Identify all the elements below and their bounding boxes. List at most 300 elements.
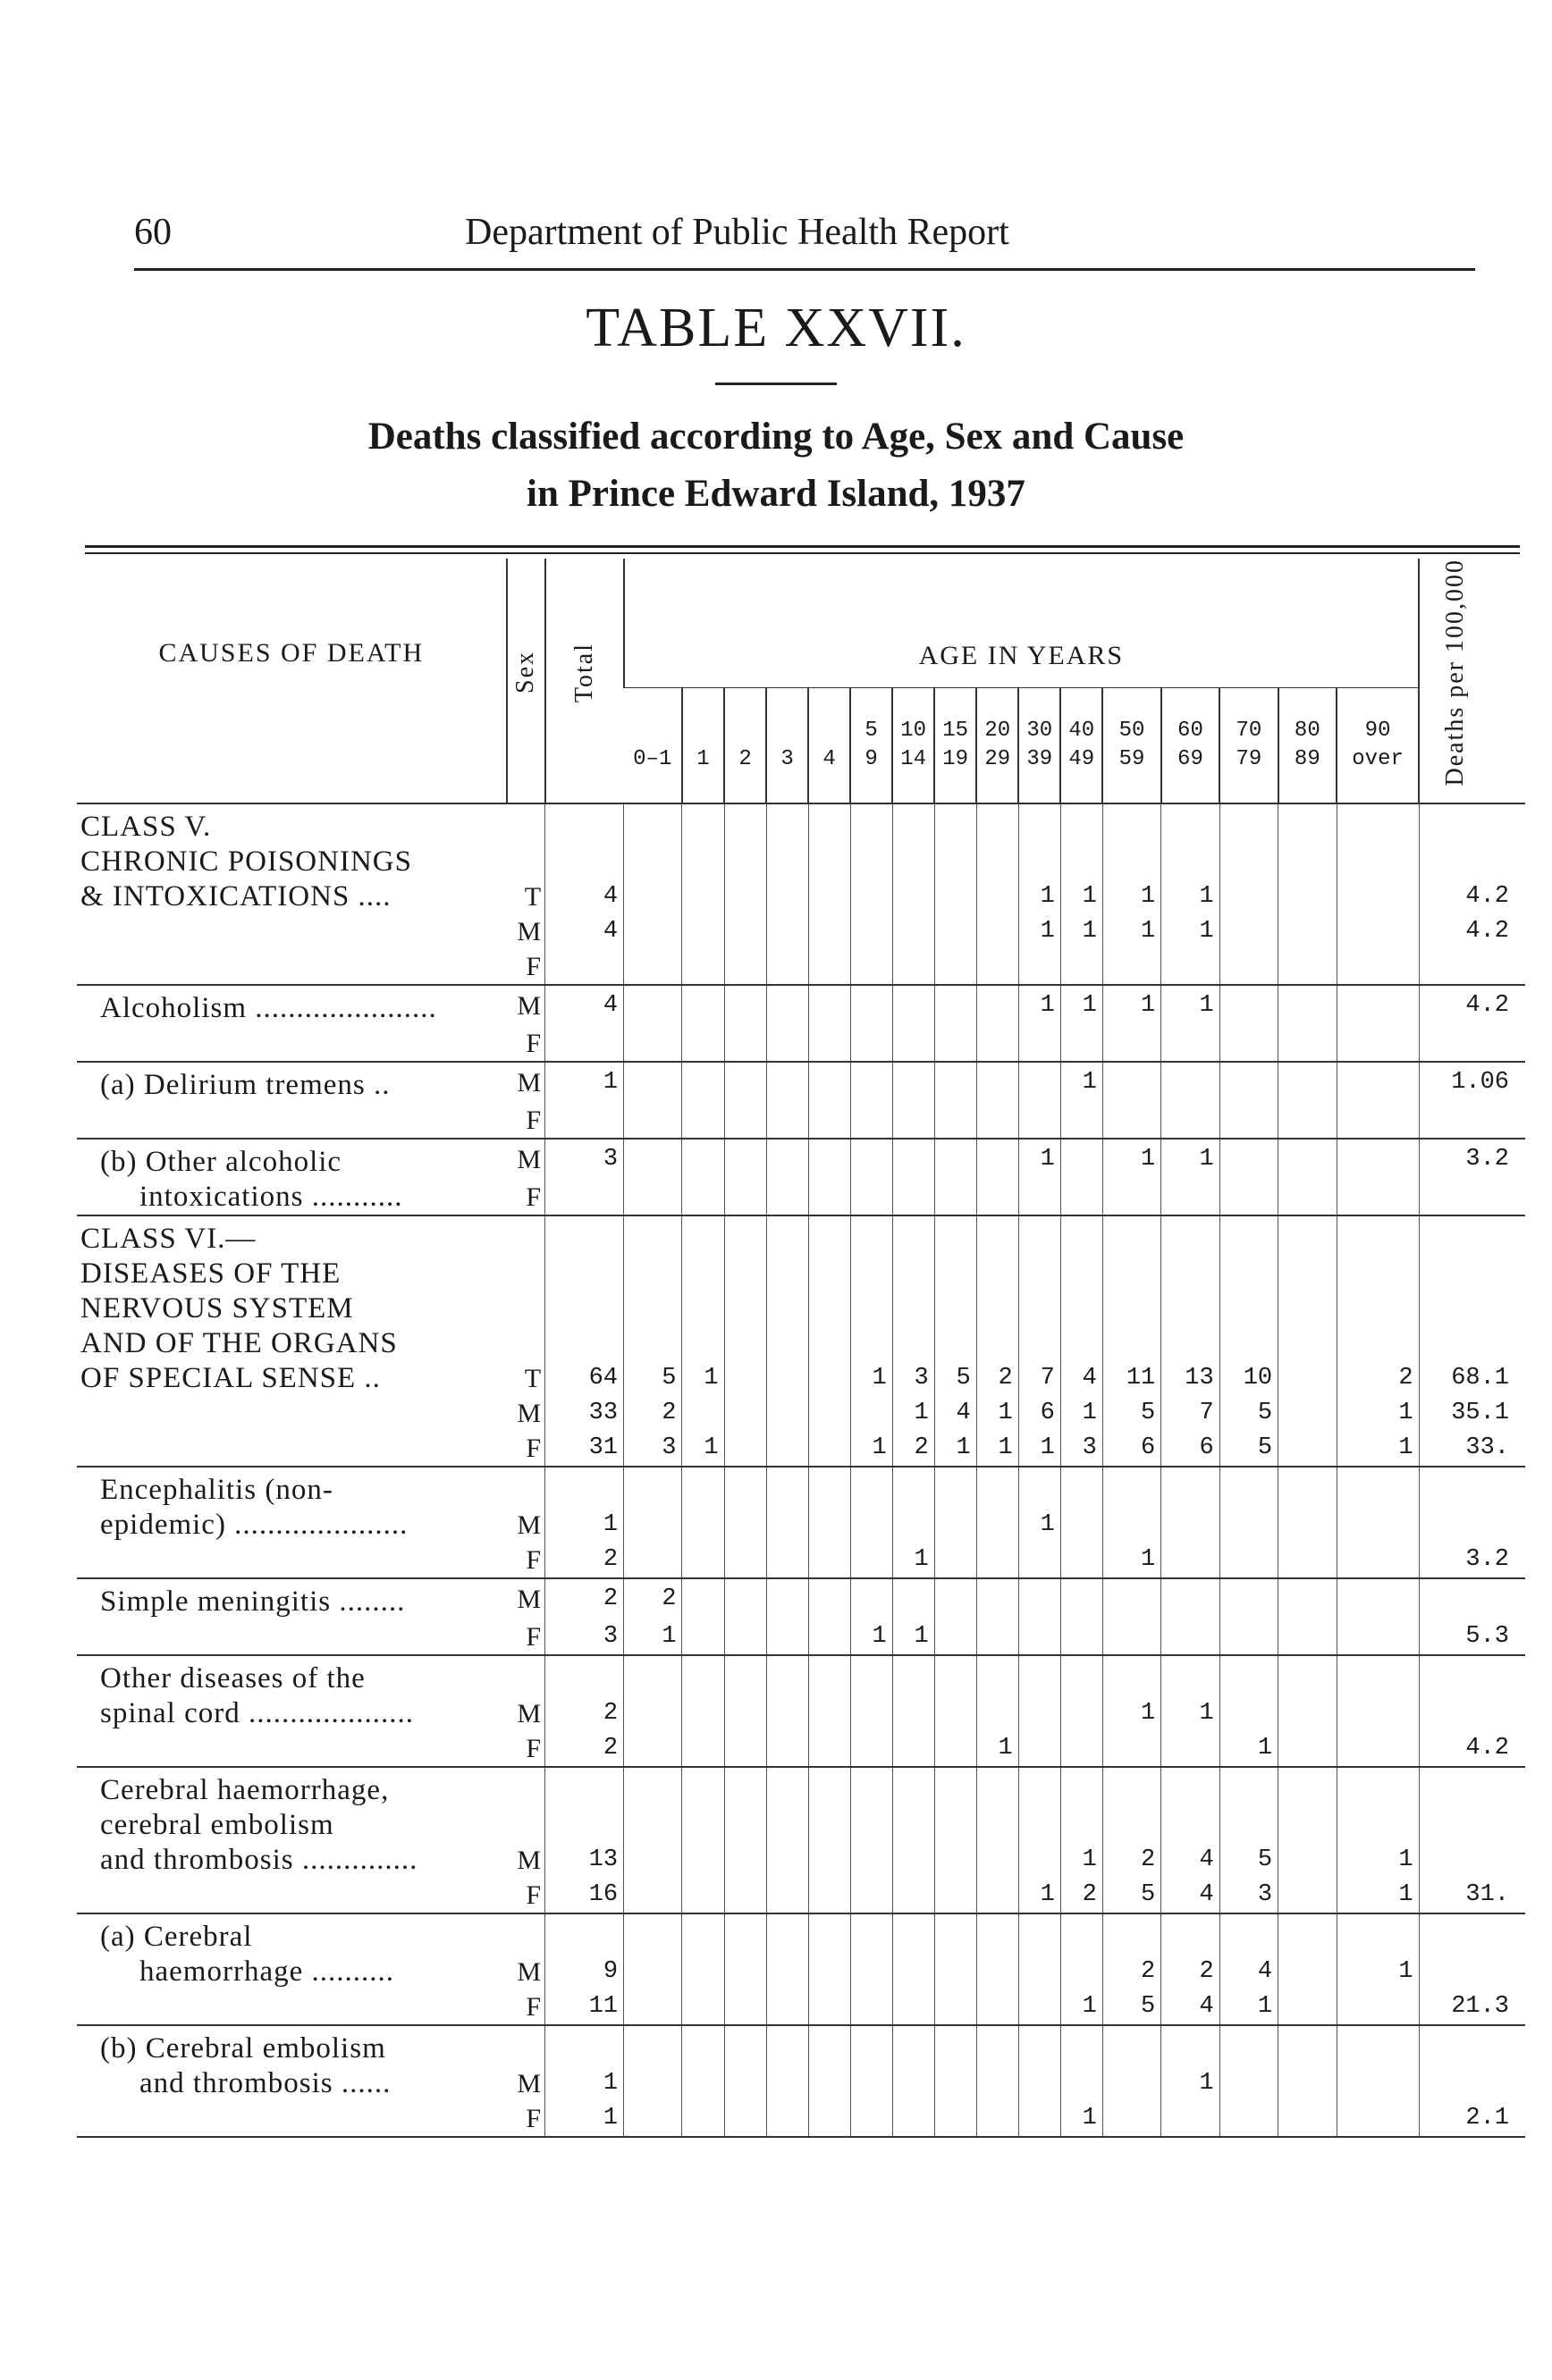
age-cell: 7 xyxy=(1161,1396,1219,1431)
age-cell xyxy=(976,1062,1018,1103)
age-cell xyxy=(1018,1215,1060,1257)
rate-cell xyxy=(1419,1508,1525,1543)
running-header xyxy=(134,211,1475,265)
age-cell xyxy=(1060,1326,1102,1361)
age-cell: 5 xyxy=(1219,1396,1278,1431)
age-cell xyxy=(892,879,934,914)
age-cell xyxy=(1337,1619,1419,1655)
age-cell xyxy=(1219,803,1278,845)
age-cell: 6 xyxy=(1161,1431,1219,1467)
age-cell xyxy=(1278,1180,1337,1215)
age-column-header xyxy=(808,687,850,803)
age-cell: 7 xyxy=(1018,1361,1060,1396)
age-cell xyxy=(1337,1291,1419,1326)
age-column-to: 9 xyxy=(865,746,878,771)
age-cell xyxy=(934,1808,976,1843)
age-cell xyxy=(624,1467,682,1508)
rate-cell: 1.06 xyxy=(1419,1062,1525,1103)
table-row xyxy=(77,1767,1525,1808)
age-cell xyxy=(1161,1026,1219,1062)
table-row xyxy=(77,1062,1525,1103)
age-cell xyxy=(682,914,724,949)
age-cell xyxy=(1018,1291,1060,1326)
age-cell xyxy=(1278,1578,1337,1619)
table-row xyxy=(77,879,1525,914)
age-cell xyxy=(934,985,976,1026)
age-cell xyxy=(724,1139,766,1180)
total-cell: 3 xyxy=(545,1139,624,1180)
sex-cell: M xyxy=(517,1510,542,1540)
table-row xyxy=(77,1361,1525,1396)
age-cell xyxy=(808,1767,850,1808)
age-cell xyxy=(934,2025,976,2066)
age-cell xyxy=(1060,2066,1102,2101)
age-cell xyxy=(1161,2025,1219,2066)
age-cell xyxy=(808,1431,850,1467)
sex-cell: M xyxy=(517,916,542,946)
total-cell: 33 xyxy=(545,1396,624,1431)
age-cell xyxy=(682,1062,724,1103)
age-cell xyxy=(808,1989,850,2025)
age-cell: 2 xyxy=(1102,1843,1160,1878)
age-cell xyxy=(682,949,724,985)
age-cell xyxy=(682,1696,724,1731)
age-cell xyxy=(1018,845,1060,879)
sex-cell: F xyxy=(526,1028,542,1058)
age-cell xyxy=(808,2025,850,2066)
table-subtitle-line-2: in Prince Edward Island, 1937 xyxy=(527,473,1025,515)
age-cell xyxy=(934,1767,976,1808)
cause-name xyxy=(77,1396,507,1431)
sex-cell: M xyxy=(517,2068,542,2098)
age-cell xyxy=(892,1326,934,1361)
table-row xyxy=(77,1467,1525,1508)
age-cell xyxy=(1278,2025,1337,2066)
age-cell: 1 xyxy=(976,1731,1018,1767)
age-cell xyxy=(1018,1655,1060,1696)
age-cell xyxy=(624,1989,682,2025)
age-cell xyxy=(850,1955,892,1989)
age-cell xyxy=(808,1180,850,1215)
rate-cell xyxy=(1419,1326,1525,1361)
age-cell xyxy=(624,1731,682,1767)
sex-cell xyxy=(507,1767,545,1808)
age-column-to: 3 xyxy=(780,746,794,771)
age-cell: 6 xyxy=(1018,1396,1060,1431)
age-cell xyxy=(1018,1696,1060,1731)
age-cell xyxy=(1102,1062,1160,1103)
age-cell xyxy=(1060,1508,1102,1543)
age-cell xyxy=(850,879,892,914)
age-cell xyxy=(724,879,766,914)
age-cell xyxy=(1060,1955,1102,1989)
age-group-header: AGE IN YEARS xyxy=(624,559,1420,687)
age-cell xyxy=(1018,1467,1060,1508)
age-cell: 2 xyxy=(1060,1878,1102,1913)
sex-cell: F xyxy=(526,1544,542,1575)
age-cell: 2 xyxy=(976,1361,1018,1396)
table-header xyxy=(77,559,1525,803)
rate-cell: 3.2 xyxy=(1419,1543,1525,1578)
rate-cell xyxy=(1419,1767,1525,1808)
age-cell xyxy=(934,2101,976,2137)
age-cell xyxy=(1060,1808,1102,1843)
age-cell xyxy=(624,1655,682,1696)
age-cell: 1 xyxy=(1018,985,1060,1026)
total-cell xyxy=(545,1103,624,1139)
age-cell xyxy=(1161,1103,1219,1139)
age-cell xyxy=(1219,1215,1278,1257)
table-row xyxy=(77,1619,1525,1655)
age-cell xyxy=(1219,985,1278,1026)
age-column-to: 14 xyxy=(900,746,927,771)
age-cell xyxy=(766,1467,808,1508)
cause-name xyxy=(77,1103,507,1139)
age-cell xyxy=(1278,949,1337,985)
age-cell xyxy=(808,1326,850,1361)
rate-cell xyxy=(1419,803,1525,845)
age-cell xyxy=(724,1655,766,1696)
age-cell xyxy=(1219,1655,1278,1696)
sex-cell: F xyxy=(526,1182,542,1212)
age-cell: 1 xyxy=(1161,1139,1219,1180)
age-cell xyxy=(808,1619,850,1655)
age-cell xyxy=(724,1767,766,1808)
age-cell xyxy=(934,1291,976,1326)
age-cell xyxy=(1278,1543,1337,1578)
age-cell xyxy=(682,1257,724,1291)
age-cell xyxy=(1102,803,1160,845)
title-rule xyxy=(715,383,837,385)
age-cell xyxy=(976,2066,1018,2101)
age-cell xyxy=(766,1431,808,1467)
age-cell: 1 xyxy=(1219,1731,1278,1767)
age-cell xyxy=(976,1180,1018,1215)
total-cell xyxy=(545,949,624,985)
age-cell xyxy=(1337,1543,1419,1578)
age-cell xyxy=(682,2025,724,2066)
sex-cell: T xyxy=(524,881,542,912)
age-cell xyxy=(624,803,682,845)
cause-name: haemorrhage .......... xyxy=(139,1955,394,1988)
rate-cell xyxy=(1419,1180,1525,1215)
table-row xyxy=(77,1257,1525,1291)
age-cell xyxy=(808,1808,850,1843)
cause-name xyxy=(77,1619,507,1655)
age-cell xyxy=(682,1326,724,1361)
total-cell xyxy=(545,845,624,879)
rate-cell: 4.2 xyxy=(1419,879,1525,914)
age-cell xyxy=(624,1696,682,1731)
age-cell xyxy=(1278,1696,1337,1731)
table-body xyxy=(77,803,1525,2137)
age-cell xyxy=(1337,1180,1419,1215)
age-cell xyxy=(892,1731,934,1767)
table-row xyxy=(77,2025,1525,2066)
age-cell xyxy=(976,1578,1018,1619)
age-cell xyxy=(766,1578,808,1619)
age-cell xyxy=(892,1843,934,1878)
age-cell xyxy=(1161,1215,1219,1257)
cause-name: (a) Cerebral xyxy=(77,1913,507,1955)
age-cell xyxy=(1219,2025,1278,2066)
total-cell: 4 xyxy=(545,985,624,1026)
age-cell xyxy=(724,1026,766,1062)
age-column-to: over xyxy=(1352,746,1404,771)
age-column-to: 19 xyxy=(942,746,969,771)
age-cell xyxy=(1337,1103,1419,1139)
age-cell: 10 xyxy=(1219,1361,1278,1396)
age-cell xyxy=(892,1103,934,1139)
age-cell: 1 xyxy=(624,1619,682,1655)
age-cell xyxy=(766,1291,808,1326)
age-cell xyxy=(850,845,892,879)
sex-cell: F xyxy=(526,1733,542,1763)
total-cell xyxy=(545,1913,624,1955)
age-cell xyxy=(850,1215,892,1257)
age-cell xyxy=(892,1291,934,1326)
age-cell xyxy=(1278,2101,1337,2137)
cause-name: & INTOXICATIONS .... xyxy=(80,879,392,912)
age-cell xyxy=(1278,1361,1337,1396)
age-cell xyxy=(766,1843,808,1878)
age-cell: 1 xyxy=(892,1619,934,1655)
age-cell xyxy=(724,1731,766,1767)
age-column-from: 10 xyxy=(900,718,927,743)
age-cell xyxy=(1018,1843,1060,1878)
age-cell xyxy=(724,1361,766,1396)
sex-cell xyxy=(507,2025,545,2066)
age-cell xyxy=(724,1913,766,1955)
age-cell xyxy=(850,1062,892,1103)
age-cell xyxy=(1102,1655,1160,1696)
age-cell xyxy=(1060,1543,1102,1578)
rate-cell xyxy=(1419,1291,1525,1326)
age-cell: 1 xyxy=(976,1431,1018,1467)
age-cell: 1 xyxy=(682,1361,724,1396)
cause-name: epidemic) ..................... xyxy=(100,1508,409,1541)
table-subtitle-line-1: Deaths classified according to Age, Sex and Cause xyxy=(367,416,1185,458)
sex-cell xyxy=(507,1215,545,1257)
cause-name xyxy=(77,1878,507,1913)
sex-cell: F xyxy=(526,1991,542,2022)
sex-cell: M xyxy=(507,1139,545,1180)
age-cell xyxy=(766,1215,808,1257)
age-column-from: 60 xyxy=(1177,718,1203,743)
table-row xyxy=(77,1103,1525,1139)
age-cell xyxy=(624,1139,682,1180)
age-cell xyxy=(1278,1431,1337,1467)
age-cell: 5 xyxy=(624,1361,682,1396)
age-cell: 1 xyxy=(1102,879,1160,914)
age-cell xyxy=(934,2066,976,2101)
total-cell xyxy=(545,1215,624,1257)
age-cell xyxy=(682,1578,724,1619)
age-column-header xyxy=(1219,687,1278,803)
age-cell xyxy=(1018,949,1060,985)
age-cell xyxy=(892,2025,934,2066)
age-cell xyxy=(934,1103,976,1139)
age-cell: 1 xyxy=(850,1431,892,1467)
age-column-header xyxy=(976,687,1018,803)
age-cell xyxy=(1219,1619,1278,1655)
age-cell xyxy=(1102,1257,1160,1291)
table-row xyxy=(77,1731,1525,1767)
age-cell xyxy=(1161,1731,1219,1767)
age-cell xyxy=(766,2025,808,2066)
age-cell xyxy=(624,1180,682,1215)
age-cell xyxy=(976,2025,1018,2066)
rate-cell: 4.2 xyxy=(1419,914,1525,949)
rate-cell: 33. xyxy=(1419,1431,1525,1467)
age-cell: 4 xyxy=(1161,1878,1219,1913)
age-cell xyxy=(892,1578,934,1619)
cause-name: spinal cord .................... xyxy=(100,1696,414,1729)
age-cell xyxy=(766,1508,808,1543)
table-row xyxy=(77,1180,1525,1215)
age-cell xyxy=(1337,1767,1419,1808)
age-column-header xyxy=(1337,687,1419,803)
age-cell xyxy=(1102,845,1160,879)
cause-name xyxy=(77,1731,507,1767)
cause-name: Simple meningitis ........ xyxy=(77,1578,507,1619)
age-column-to: 1 xyxy=(696,746,710,771)
age-cell xyxy=(724,985,766,1026)
age-cell xyxy=(682,1103,724,1139)
age-cell xyxy=(1219,845,1278,879)
age-cell xyxy=(1219,1467,1278,1508)
age-cell xyxy=(724,803,766,845)
sex-cell: M xyxy=(507,1578,545,1619)
age-cell xyxy=(766,1731,808,1767)
age-column-from xyxy=(725,717,765,745)
age-cell xyxy=(1018,1619,1060,1655)
cause-name: (a) Delirium tremens .. xyxy=(77,1062,507,1103)
cause-name xyxy=(77,2101,507,2137)
age-cell xyxy=(892,1508,934,1543)
age-cell xyxy=(1018,1913,1060,1955)
age-cell xyxy=(850,2025,892,2066)
age-cell xyxy=(1278,1257,1337,1291)
table-row xyxy=(77,1808,1525,1843)
sex-cell: F xyxy=(526,951,542,981)
age-cell: 4 xyxy=(1161,1989,1219,2025)
age-cell xyxy=(724,845,766,879)
age-column-header xyxy=(1060,687,1102,803)
age-cell xyxy=(1161,1578,1219,1619)
age-cell: 1 xyxy=(1018,1508,1060,1543)
age-cell xyxy=(1278,1878,1337,1913)
age-column-from: 50 xyxy=(1118,718,1145,743)
age-cell xyxy=(808,1843,850,1878)
age-cell xyxy=(808,1139,850,1180)
sex-cell: F xyxy=(526,1880,542,1910)
age-cell xyxy=(808,879,850,914)
age-cell xyxy=(850,985,892,1026)
rate-cell: 35.1 xyxy=(1419,1396,1525,1431)
age-cell xyxy=(1102,2025,1160,2066)
age-cell xyxy=(1161,1543,1219,1578)
age-cell xyxy=(624,1291,682,1326)
age-column-to: 0–1 xyxy=(633,746,672,771)
age-cell xyxy=(808,803,850,845)
age-cell xyxy=(724,2066,766,2101)
age-cell xyxy=(624,2101,682,2137)
age-cell xyxy=(1018,1326,1060,1361)
sex-cell: M xyxy=(517,1956,542,1987)
age-cell xyxy=(1278,1139,1337,1180)
age-cell xyxy=(624,914,682,949)
age-cell xyxy=(682,2066,724,2101)
rate-cell: 31. xyxy=(1419,1878,1525,1913)
age-cell xyxy=(1018,1180,1060,1215)
age-cell: 1 xyxy=(1161,985,1219,1026)
age-cell xyxy=(1161,1326,1219,1361)
sex-cell: F xyxy=(526,1433,542,1463)
age-cell xyxy=(624,1843,682,1878)
age-cell xyxy=(624,1326,682,1361)
rate-header-label: Deaths per 100,000 xyxy=(1441,559,1470,786)
age-cell xyxy=(1278,2066,1337,2101)
age-cell xyxy=(1219,1808,1278,1843)
rate-cell: 2.1 xyxy=(1419,2101,1525,2137)
age-cell xyxy=(1060,1291,1102,1326)
age-cell xyxy=(1161,1619,1219,1655)
cause-name xyxy=(77,1026,507,1062)
sex-cell xyxy=(507,1257,545,1291)
age-cell xyxy=(766,1655,808,1696)
age-cell xyxy=(1219,1543,1278,1578)
age-cell xyxy=(1337,879,1419,914)
age-cell xyxy=(724,1578,766,1619)
total-cell: 1 xyxy=(545,2066,624,2101)
age-cell xyxy=(976,1619,1018,1655)
age-cell xyxy=(1278,845,1337,879)
age-cell xyxy=(1337,1913,1419,1955)
rate-cell xyxy=(1419,1955,1525,1989)
age-cell xyxy=(976,1139,1018,1180)
age-column-to: 39 xyxy=(1026,746,1053,771)
age-cell xyxy=(1278,1467,1337,1508)
age-cell xyxy=(808,1361,850,1396)
age-cell xyxy=(724,949,766,985)
sex-cell xyxy=(507,1808,545,1843)
age-cell xyxy=(1018,1062,1060,1103)
age-cell xyxy=(850,1696,892,1731)
rate-cell: 4.2 xyxy=(1419,985,1525,1026)
age-cell xyxy=(1337,2101,1419,2137)
age-cell xyxy=(682,1026,724,1062)
age-cell xyxy=(1337,2066,1419,2101)
age-cell xyxy=(624,1257,682,1291)
age-cell xyxy=(808,949,850,985)
age-cell xyxy=(724,1808,766,1843)
cause-name: OF SPECIAL SENSE .. xyxy=(80,1361,381,1394)
age-cell xyxy=(1161,1508,1219,1543)
table-row xyxy=(77,1139,1525,1180)
age-cell xyxy=(766,1139,808,1180)
age-cell xyxy=(934,1326,976,1361)
rate-cell: 3.2 xyxy=(1419,1139,1525,1180)
cause-name: CLASS VI.— xyxy=(77,1215,507,1257)
age-cell xyxy=(766,914,808,949)
age-cell xyxy=(976,1103,1018,1139)
age-cell xyxy=(850,1139,892,1180)
age-cell: 2 xyxy=(1161,1955,1219,1989)
age-cell xyxy=(1337,1578,1419,1619)
age-cell xyxy=(850,2101,892,2137)
age-cell xyxy=(766,1180,808,1215)
